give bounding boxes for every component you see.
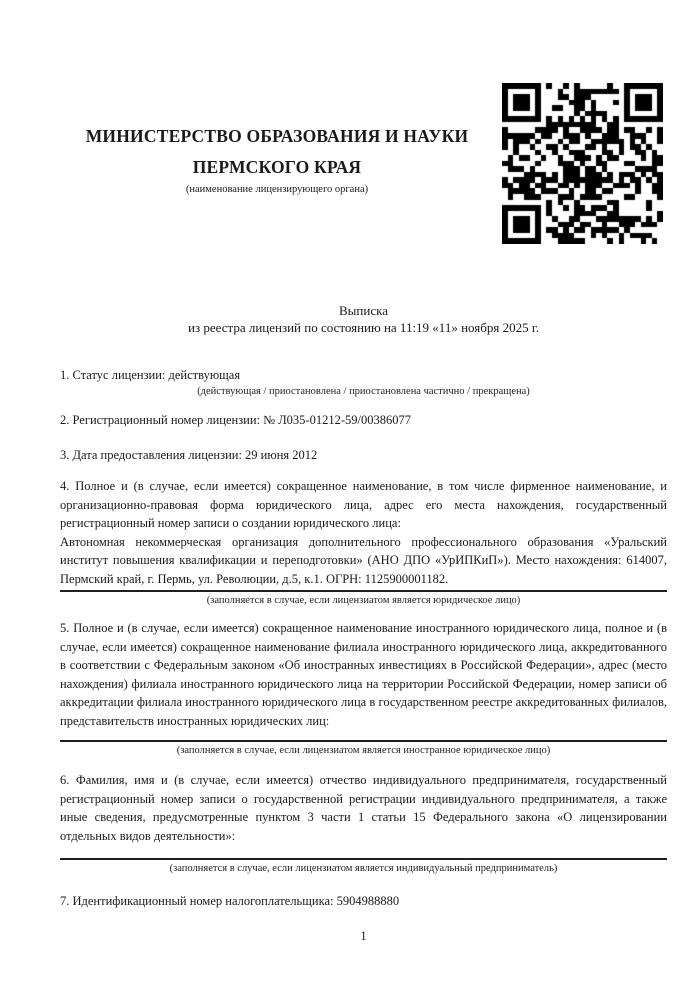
document-title-line2: из реестра лицензий по состоянию на 11:19 «11» ноября 2025 г.	[188, 319, 539, 335]
document-title-line1: Выписка	[339, 303, 388, 318]
legal-entity-intro: 4. Полное и (в случае, если имеется) сокращенное наименование, в том числе фирменное наименование, и организационно-правовая форма юридического лица, адрес его места нахождения, государственный регистрационный номер записи о создании юридического лица:	[60, 479, 667, 530]
entrepreneur-blank-line	[60, 845, 667, 860]
entrepreneur-caption: (заполняется в случае, если лицензиатом является индивидуальный предприниматель)	[169, 863, 558, 874]
foreign-entity-caption: (заполняется в случае, если лицензиатом является иностранное юридическое лицо)	[176, 745, 551, 756]
licensing-authority-header	[60, 121, 494, 197]
taxpayer-number-line: 7. Идентификационный номер налогоплательщика: 5904988880	[60, 894, 400, 908]
foreign-entity-section	[60, 619, 667, 757]
ministry-name-line1: МИНИСТЕРСТВО ОБРАЗОВАНИЯ И НАУКИ	[85, 126, 469, 146]
foreign-entity-intro: 5. Полное и (в случае, если имеется) сокращенное наименование иностранного юридического лица, полное и (в случае, если имеется) сокращенное наименование филиала иностранного юридического лица, аккредитованного в соответствии с Федеральным законом «Об иностранных инвестициях в Российской Федерации», адрес (место нахождения) филиала иностранного юридического лица на территории Российской Федерации, номер записи об аккредитации филиала иностранного юридического лица в государственном реестре аккредитованных филиалов, представительств иностранных юридических лиц:	[60, 621, 667, 728]
grant-date-line: 3. Дата предоставления лицензии: 29 июня 2012	[60, 448, 318, 462]
ministry-name-line2: ПЕРМСКОГО КРАЯ	[192, 157, 362, 177]
legal-entity-text-block	[60, 477, 667, 592]
license-status-options-caption: (действующая / приостановлена / приостановлена частично / прекращена)	[197, 385, 530, 397]
license-status-line: 1. Статус лицензии: действующая	[60, 368, 241, 382]
document-title	[60, 303, 667, 336]
qr-code	[502, 83, 663, 244]
legal-entity-section	[60, 477, 667, 607]
legal-entity-value: Автономная некоммерческая организация дополнительного профессионального образования «Уральский институт повышения квалификации и переподготовки» (АНО ДПО «УрИПКиП»). Место нахождения: 614007, Пермский край, г. Пермь, ул. Революции, д.5, к.1. ОГРН: 1125900001182.	[60, 534, 667, 586]
license-status-section	[60, 366, 667, 398]
entrepreneur-section	[60, 771, 667, 875]
licensing-authority-caption: (наименование лицензирующего органа)	[185, 184, 369, 195]
entrepreneur-intro: 6. Фамилия, имя и (в случае, если имеется) отчество индивидуального предпринимателя, государственный регистрационный номер записи о государственной регистрации индивидуального предпринимателя, а также иные сведения, предусмотренные пунктом 3 части 1 статьи 15 Федерального закона «О лицензировании отдельных видов деятельности»:	[60, 773, 667, 843]
page-number: 1	[360, 929, 367, 943]
foreign-entity-blank-line	[60, 730, 667, 742]
legal-entity-caption: (заполняется в случае, если лицензиатом является юридическое лицо)	[206, 595, 521, 606]
registration-number-line: 2. Регистрационный номер лицензии: № Л035-01212-59/00386077	[60, 413, 411, 427]
